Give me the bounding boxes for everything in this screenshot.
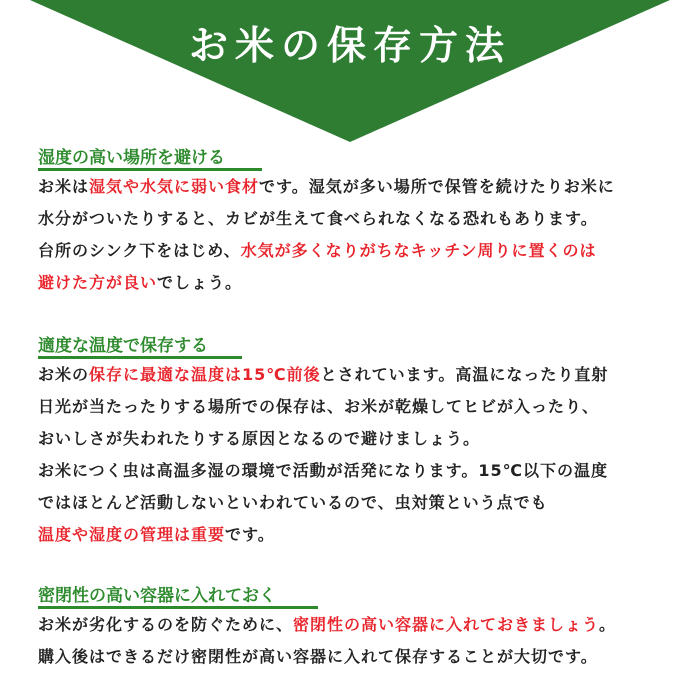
body-text-line xyxy=(38,391,678,423)
body-text: 台所のシンク下をはじめ、 xyxy=(38,241,241,260)
section-heading-underline xyxy=(38,168,262,171)
highlighted-text: 密閉性の高い容器に入れておきましょう xyxy=(293,615,600,634)
body-text-line xyxy=(38,267,678,299)
body-text: 水分がついたりすると、カビが生えて食べられなくなる恐れもあります。 xyxy=(38,209,598,228)
highlighted-text: 水気が多くなりがちなキッチン周りに置くのは xyxy=(240,241,597,260)
section-heading: 湿度の高い場所を避ける xyxy=(38,148,225,168)
section-heading-underline xyxy=(38,356,242,359)
body-text: です。 xyxy=(225,525,275,544)
body-text-line xyxy=(38,203,678,235)
page-title: お米の保存方法 xyxy=(188,23,511,69)
body-text: お米につく虫は高温多湿の環境で活動が活発になります。15℃以下の温度 xyxy=(38,461,609,480)
body-text: お米の xyxy=(38,365,90,384)
section-heading-block xyxy=(38,147,678,171)
body-text-line xyxy=(38,359,678,391)
body-text: お米は xyxy=(38,177,90,196)
section-heading-underline xyxy=(38,606,318,609)
body-text-line xyxy=(38,423,678,455)
highlighted-text: 保存に最適な温度は15℃前後 xyxy=(89,365,321,384)
section-heading: 密閉性の高い容器に入れておく xyxy=(38,586,276,606)
body-text: 購入後はできるだけ密閉性が高い容器に入れて保存することが大切です。 xyxy=(38,647,598,666)
section-body xyxy=(38,359,678,551)
highlighted-text: 避けた方が良い xyxy=(38,273,158,292)
section-heading-block xyxy=(38,335,678,359)
section-heading-block xyxy=(38,585,678,609)
body-text: ではほとんど活動しないといわれているので、虫対策という点でも xyxy=(38,493,548,512)
body-text: です。湿気が多い場所で保管を続けたりお米に xyxy=(259,177,615,196)
body-text-line xyxy=(38,455,678,487)
body-text-line xyxy=(38,171,678,203)
body-text-line xyxy=(38,519,678,551)
section-airtight-container xyxy=(38,585,678,673)
section-heading: 適度な温度で保存する xyxy=(38,336,208,356)
body-text: おいしさが失われたりする原因となるので避けましょう。 xyxy=(38,429,481,448)
body-text-line xyxy=(38,235,678,267)
section-body xyxy=(38,171,678,299)
highlighted-text: 湿気や水気に弱い食材 xyxy=(89,177,260,196)
body-text: 日光が当たったりする場所での保存は、お米が乾燥してヒビが入ったり、 xyxy=(38,397,600,416)
section-humidity xyxy=(38,147,678,299)
body-text: とされています。高温になったり直射 xyxy=(320,365,609,384)
body-text-line xyxy=(38,609,678,641)
body-text-line xyxy=(38,487,678,519)
section-body xyxy=(38,609,678,673)
body-text: お米が劣化するのを防ぐために、 xyxy=(38,615,294,634)
body-text: 。 xyxy=(599,615,617,634)
section-temperature xyxy=(38,335,678,551)
body-text: でしょう。 xyxy=(157,273,243,292)
body-text-line xyxy=(38,641,678,673)
highlighted-text: 温度や湿度の管理は重要 xyxy=(38,525,226,544)
